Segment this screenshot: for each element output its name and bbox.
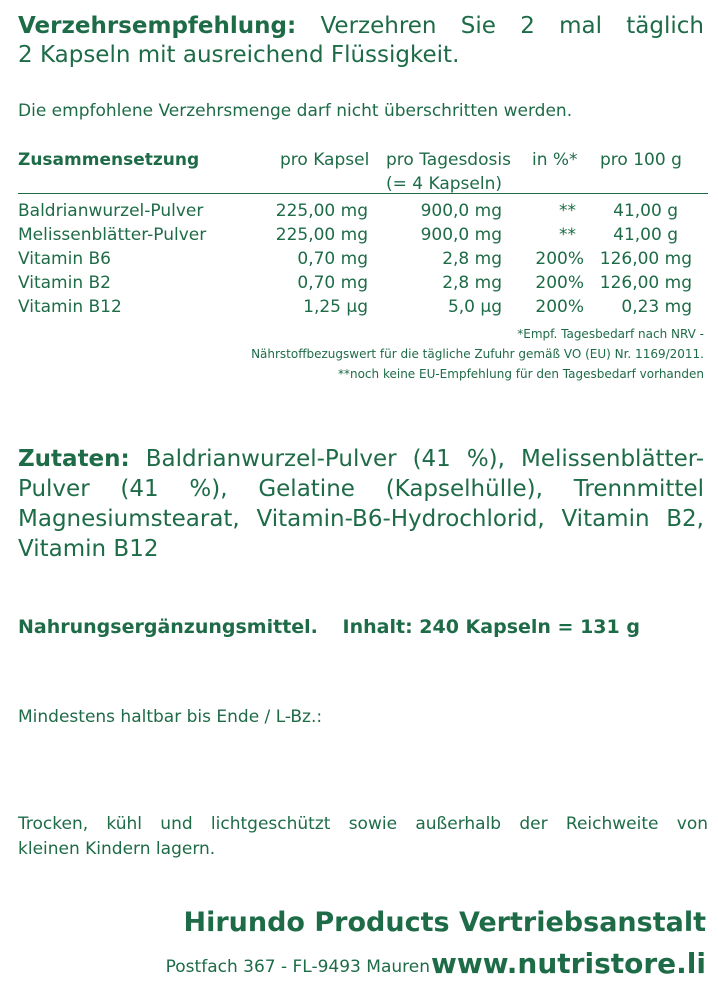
- table-row: [18, 200, 704, 224]
- row-name: Melissenblätter-Pulver: [18, 225, 207, 245]
- dosage-recommendation: [18, 12, 704, 70]
- table-row: [18, 224, 704, 248]
- dosage-line-1: Verzehrsempfehlung: Verzehren Sie 2 mal täglich: [18, 13, 704, 39]
- dosage-label: Verzehrsempfehlung:: [18, 13, 297, 39]
- dosage-line-2: 2 Kapseln mit ausreichend Flüssigkeit.: [18, 42, 460, 68]
- storage-line-1: Trocken, kühl und lichtgeschützt sowie außerhalb der Reichweite von: [18, 814, 708, 834]
- supplement-content: Inhalt: 240 Kapseln = 131 g: [342, 616, 640, 638]
- row-percent: **: [559, 225, 576, 245]
- header-per-100g: pro 100 g: [600, 150, 682, 170]
- ingredients-label: Zutaten:: [18, 446, 130, 472]
- footnote-regulation: Nährstoffbezugswert für die tägliche Zufuhr gemäß VO (EU) Nr. 1169/2011.: [251, 347, 704, 361]
- header-per-capsule: pro Kapsel: [280, 150, 370, 170]
- ingredients-line-3: Magnesiumstearat, Vitamin-B6-Hydrochlorid, Vitamin B2,: [18, 506, 704, 532]
- row-name: Baldrianwurzel-Pulver: [18, 201, 204, 221]
- ingredients-line-2: Pulver (41 %), Gelatine (Kapselhülle), Trennmittel: [18, 476, 704, 502]
- company-website[interactable]: www.nutristore.li: [430, 947, 706, 980]
- footnote-nrv: *Empf. Tagesbedarf nach NRV -: [517, 327, 704, 341]
- composition-table-header: [18, 149, 704, 197]
- row-name: Vitamin B2: [18, 273, 112, 293]
- row-per-100g: 41,00 g: [613, 201, 678, 221]
- row-per-capsule: 1,25 µg: [303, 297, 368, 317]
- row-per-day: 900,0 mg: [420, 225, 502, 245]
- ingredients-line-4: Vitamin B12: [18, 536, 159, 562]
- company-address: Postfach 367 - FL-9493 Mauren: [165, 957, 430, 977]
- table-divider: [18, 193, 708, 194]
- header-per-daily-dose: pro Tagesdosis: [386, 150, 511, 170]
- row-per-capsule: 225,00 mg: [275, 201, 368, 221]
- table-row: [18, 272, 704, 296]
- row-name: Vitamin B12: [18, 297, 122, 317]
- row-per-100g: 126,00 mg: [599, 249, 692, 269]
- table-row: [18, 296, 704, 320]
- row-per-100g: 41,00 g: [613, 225, 678, 245]
- header-per-daily-dose-note: (= 4 Kapseln): [386, 174, 503, 194]
- supplement-type: Nahrungsergänzungsmittel.: [18, 616, 318, 638]
- row-per-day: 900,0 mg: [420, 201, 502, 221]
- best-before: Mindestens haltbar bis Ende / L-Bz.:: [18, 707, 323, 727]
- row-percent: 200%: [535, 249, 584, 269]
- storage-line-2: kleinen Kindern lagern.: [18, 839, 216, 859]
- row-per-day: 2,8 mg: [442, 249, 502, 269]
- row-per-capsule: 225,00 mg: [275, 225, 368, 245]
- table-footnotes: [104, 324, 704, 384]
- supplement-info: [18, 614, 704, 640]
- row-per-day: 5,0 µg: [447, 297, 502, 317]
- dosage-warning: Die empfohlene Verzehrsmenge darf nicht überschritten werden.: [18, 101, 573, 121]
- row-per-day: 2,8 mg: [442, 273, 502, 293]
- row-per-capsule: 0,70 mg: [297, 273, 368, 293]
- row-percent: 200%: [535, 273, 584, 293]
- company-name: Hirundo Products Vertriebsanstalt: [183, 907, 706, 938]
- row-name: Vitamin B6: [18, 249, 112, 269]
- row-percent: **: [559, 201, 576, 221]
- ingredients-line-1: Zutaten: Baldrianwurzel-Pulver (41 %), Melissenblätter-: [18, 446, 705, 472]
- row-per-100g: 0,23 mg: [621, 297, 692, 317]
- row-percent: 200%: [535, 297, 584, 317]
- table-row: [18, 248, 704, 272]
- storage-instructions: [18, 812, 708, 862]
- footnote-no-eu-recommendation: **noch keine EU-Empfehlung für den Tagesbedarf vorhanden: [337, 367, 704, 381]
- row-per-100g: 126,00 mg: [599, 273, 692, 293]
- ingredients: [18, 444, 704, 564]
- row-per-capsule: 0,70 mg: [297, 249, 368, 269]
- header-percent: in %*: [532, 150, 578, 170]
- header-composition: Zusammensetzung: [18, 150, 200, 170]
